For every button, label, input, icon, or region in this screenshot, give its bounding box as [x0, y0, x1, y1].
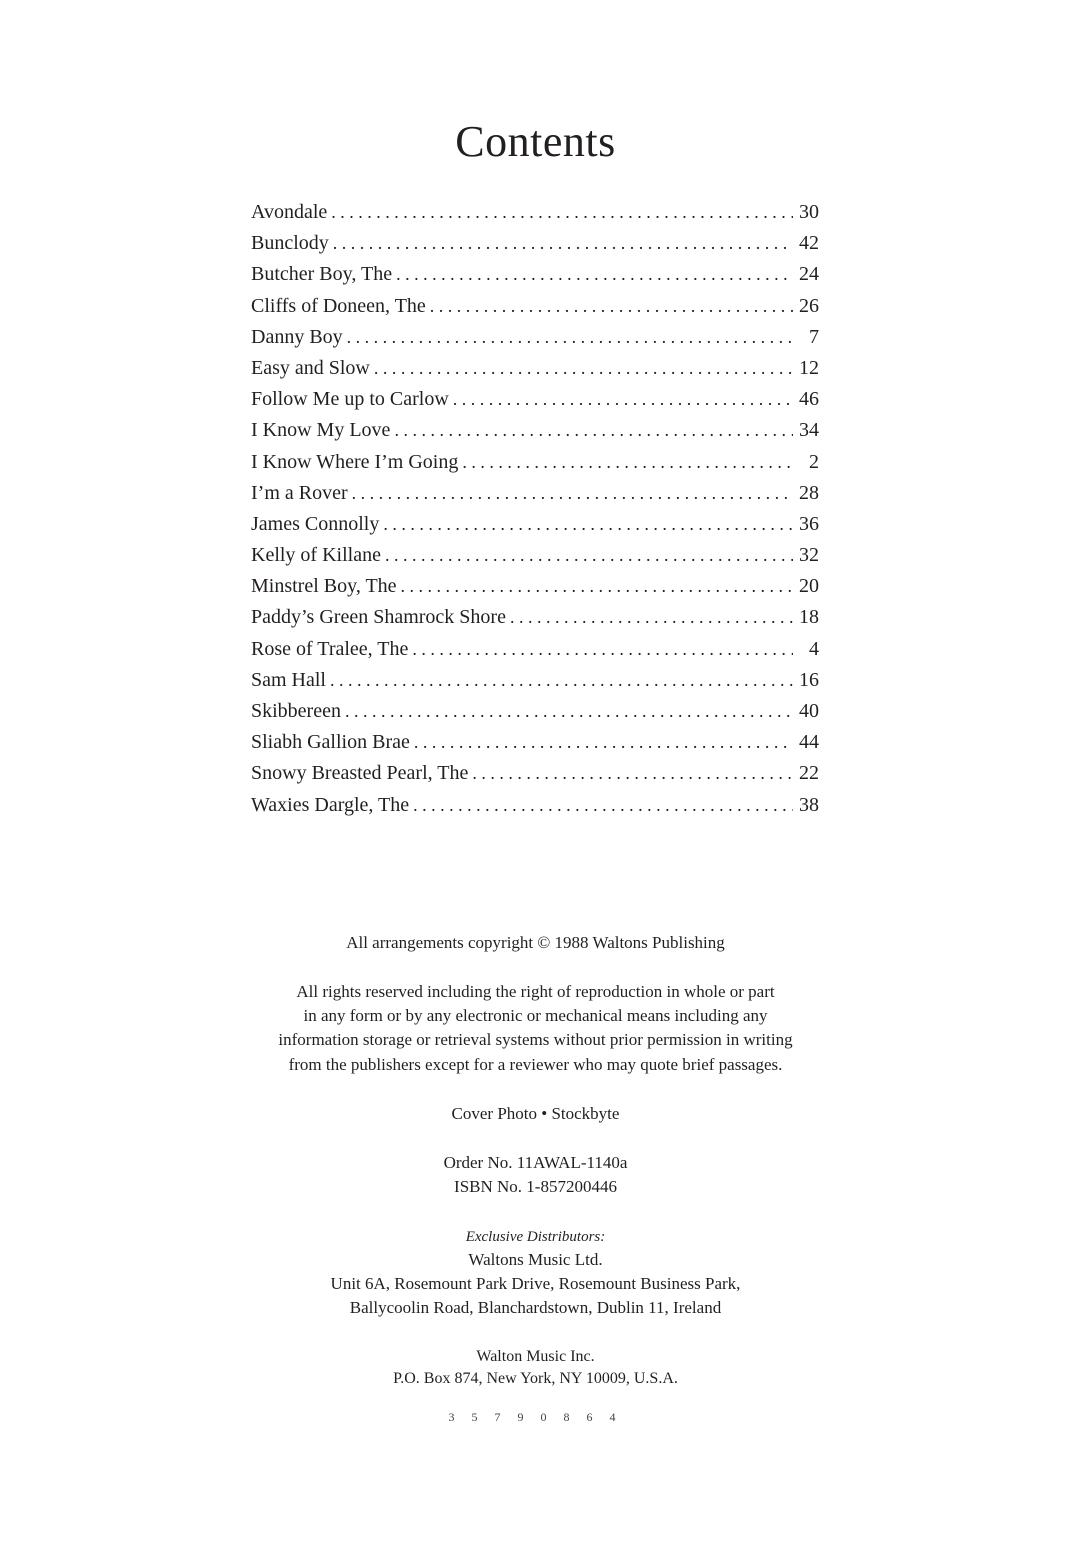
dot-leader — [430, 291, 793, 322]
toc-entry[interactable] — [251, 602, 819, 633]
toc-entry-page: 22 — [799, 762, 819, 785]
order-number: Order No. 11AWAL-1140a — [443, 1153, 628, 1172]
toc-entry-page: 20 — [799, 575, 819, 598]
distributors-block — [0, 1226, 1071, 1320]
toc-entry-title: Snowy Breasted Pearl, The — [251, 762, 469, 785]
toc-entry[interactable] — [251, 571, 819, 602]
dot-leader — [413, 790, 793, 821]
toc-entry[interactable] — [251, 696, 819, 727]
toc-entry-title: Skibbereen — [251, 700, 341, 722]
toc-entry[interactable] — [251, 415, 819, 446]
toc-entry-page: 30 — [799, 201, 819, 223]
toc-entry-title: I Know My Love — [251, 419, 391, 442]
dot-leader — [401, 571, 793, 602]
dot-leader — [330, 665, 793, 696]
toc-entry-page: 2 — [809, 450, 819, 473]
toc-entry-page: 38 — [799, 793, 819, 816]
toc-entry[interactable] — [251, 727, 819, 758]
dot-leader — [352, 478, 793, 509]
toc-entry[interactable] — [251, 259, 819, 290]
cover-photo-credit — [0, 1102, 1071, 1126]
toc-entry-page: 28 — [799, 481, 819, 504]
toc-entry-title: Danny Boy — [251, 325, 343, 348]
toc-entry-page: 7 — [809, 325, 819, 348]
dot-leader — [472, 758, 793, 789]
toc-entry-page: 34 — [799, 419, 819, 442]
copyright-line: All arrangements copyright © 1988 Waltons Publishing — [346, 933, 725, 952]
dot-leader — [331, 197, 793, 228]
rights-notice — [0, 980, 1071, 1077]
dot-leader — [462, 447, 793, 478]
dot-leader — [453, 384, 793, 415]
toc-entry[interactable] — [251, 540, 819, 571]
page-title: Contents — [455, 117, 616, 166]
rights-line: All rights reserved including the right of reproduction in whole or part — [296, 982, 775, 1001]
distributors-label: Exclusive Distributors: — [465, 1229, 606, 1245]
toc-entry-title: Butcher Boy, The — [251, 263, 393, 286]
toc-entry-page: 42 — [799, 232, 819, 255]
toc-entry[interactable] — [251, 322, 819, 353]
toc-entry-title: I’m a Rover — [251, 481, 348, 504]
dot-leader — [412, 634, 793, 665]
distributor-line: Ballycoolin Road, Blanchardstown, Dublin 11, Ireland — [349, 1298, 722, 1317]
distributor-line: Unit 6A, Rosemount Park Drive, Rosemount Business Park, — [330, 1274, 741, 1293]
toc-entry-title: Sliabh Gallion Brae — [251, 731, 410, 754]
dot-leader — [385, 540, 793, 571]
dot-leader — [374, 353, 793, 384]
isbn-number: ISBN No. 1-857200446 — [454, 1177, 617, 1196]
toc-entry-title: Bunclody — [251, 232, 329, 255]
dot-leader — [510, 602, 793, 633]
copyright-notice — [0, 931, 1071, 955]
toc-entry-title: Sam Hall — [251, 668, 326, 691]
dot-leader — [394, 415, 793, 446]
dot-leader — [396, 259, 793, 290]
toc-entry-page: 26 — [799, 294, 819, 317]
toc-entry[interactable] — [251, 790, 819, 821]
printer-key-line: 3 5 7 9 0 8 6 4 — [448, 1410, 623, 1424]
toc-entry-page: 44 — [799, 731, 819, 754]
toc-entry-title: Avondale — [251, 201, 328, 223]
dot-leader — [383, 509, 793, 540]
rights-line: in any form or by any electronic or mechanical means including any — [303, 1006, 768, 1026]
order-info — [0, 1151, 1071, 1199]
toc-entry-title: James Connolly — [251, 512, 380, 535]
toc-entry-page: 32 — [799, 544, 819, 567]
dot-leader — [347, 322, 793, 353]
toc-entry-title: I Know Where I’m Going — [251, 450, 459, 473]
usa-distributor-line: P.O. Box 874, New York, NY 10009, U.S.A. — [393, 1370, 678, 1387]
toc-entry[interactable] — [251, 384, 819, 415]
dot-leader — [333, 228, 793, 259]
toc-entry[interactable] — [251, 758, 819, 789]
toc-entry[interactable] — [251, 228, 819, 259]
toc-entry[interactable] — [251, 447, 819, 478]
toc-entry-title: Minstrel Boy, The — [251, 575, 397, 598]
toc-entry-page: 40 — [799, 700, 819, 722]
toc-entry-page: 46 — [799, 388, 819, 411]
usa-distributor-block — [0, 1346, 1071, 1390]
toc-entry[interactable] — [251, 291, 819, 322]
cover-photo-line: Cover Photo • Stockbyte — [451, 1104, 620, 1123]
toc-entry-page: 36 — [799, 512, 819, 535]
distributor-line: Waltons Music Ltd. — [468, 1250, 603, 1269]
toc-entry-title: Paddy’s Green Shamrock Shore — [251, 606, 506, 629]
dot-leader — [414, 727, 793, 758]
toc-entry-title: Kelly of Killane — [251, 544, 381, 567]
toc-entry-page: 18 — [799, 606, 819, 629]
toc-entry-title: Easy and Slow — [251, 356, 370, 379]
toc-entry-page: 24 — [799, 263, 819, 286]
toc-entry[interactable] — [251, 353, 819, 384]
dot-leader — [345, 696, 793, 727]
toc-entry-page: 16 — [799, 668, 819, 691]
rights-line: from the publishers except for a reviewer who may quote brief passages. — [288, 1054, 783, 1074]
table-of-contents — [251, 197, 819, 821]
toc-entry-title: Rose of Tralee, The — [251, 637, 409, 660]
toc-entry-page: 12 — [799, 356, 819, 379]
toc-entry-title: Waxies Dargle, The — [251, 793, 410, 816]
toc-entry[interactable] — [251, 197, 819, 228]
toc-entry-title: Follow Me up to Carlow — [251, 388, 449, 411]
toc-entry-title: Cliffs of Doneen, The — [251, 294, 426, 317]
toc-entry[interactable] — [251, 478, 819, 509]
toc-entry[interactable] — [251, 509, 819, 540]
toc-entry-page: 4 — [809, 637, 819, 660]
toc-entry[interactable] — [251, 634, 819, 665]
usa-distributor-line: Walton Music Inc. — [476, 1348, 595, 1365]
rights-line: information storage or retrieval systems without prior permission in writing — [278, 1030, 793, 1050]
toc-entry[interactable] — [251, 665, 819, 696]
